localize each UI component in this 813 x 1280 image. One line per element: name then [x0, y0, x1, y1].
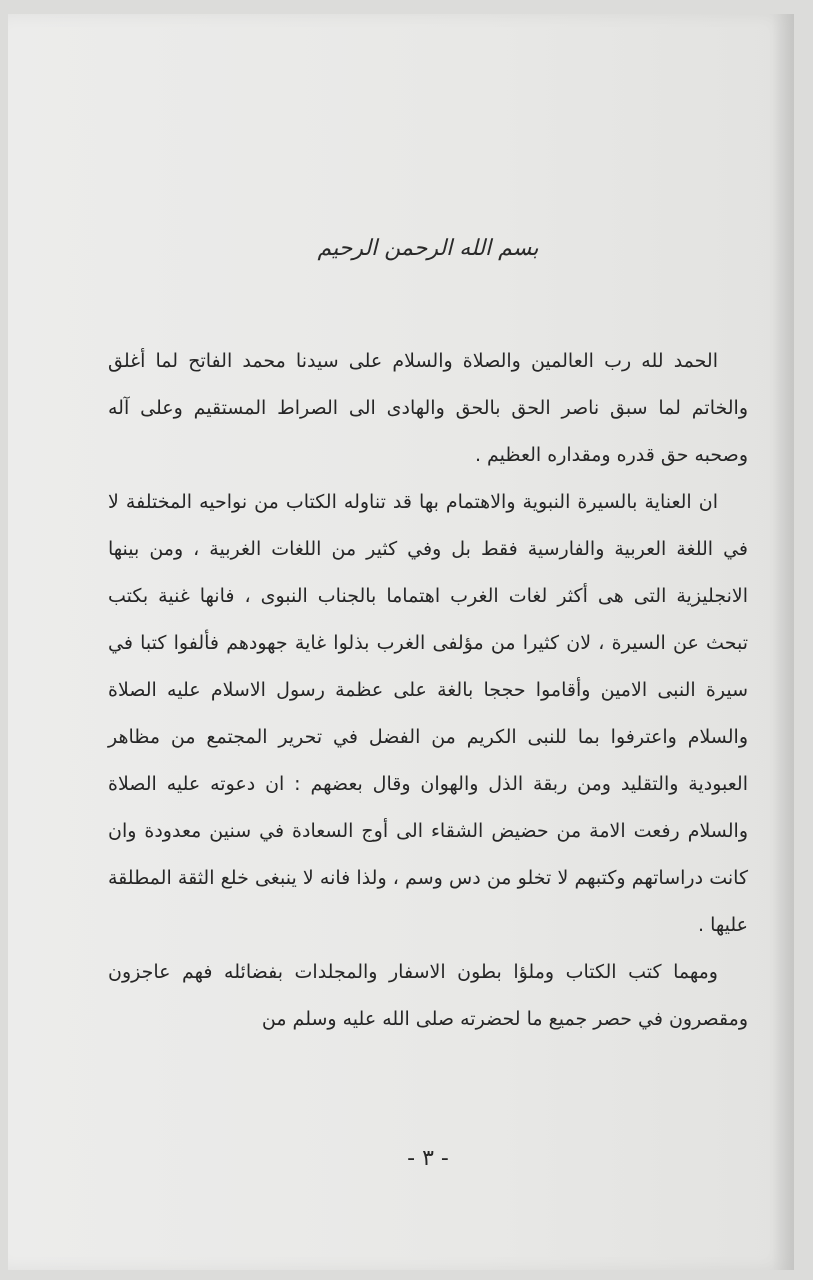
- page-shadow-edge: [772, 14, 794, 1270]
- paragraph-praise: الحمد لله رب العالمين والصلاة والسلام على سيدنا محمد الفاتح لما أغلق والخاتم لما سبق ناصر الحق بالحق والهادى الى الصراط المستقيم وعلى آله وصحبه حق قدره ومقداره العظيم .: [108, 350, 748, 466]
- page-number: - ٣ -: [407, 1146, 449, 1171]
- book-page: [8, 14, 794, 1270]
- paragraph-virtues: ومهما كتب الكتاب وملؤا بطون الاسفار والمجلدات بفضائله فهم عاجزون ومقصرون في حصر جميع ما لحضرته صلى الله عليه وسلم من: [108, 961, 748, 1030]
- paragraph-seerah-interest: ان العناية بالسيرة النبوية والاهتمام بها قد تناوله الكتاب من نواحيه المختلفة لا في اللغة العربية والفارسية فقط بل وفي كثير من اللغات الغربية ، ومن بينها الانجليزية التى هى أكثر لغات الغرب اهتماما بالجناب النبوى ، فانها غنية بكتب تبحث عن السيرة ، لان كثيرا من مؤلفى الغرب بذلوا غاية جهودهم فألفوا كتبا في سيرة النبى الامين وأقاموا حججا بالغة على عظمة رسول الاسلام عليه الصلاة والسلام واعترفوا بما للنبى الكريم من الفضل في تحرير المجتمع من مظاهر العبودية والتقليد ومن ربقة الذل والهوان وقال بعضهم : ان دعوته عليه الصلاة والسلام رفعت الامة من حضيض الشقاء الى أوج السعادة في سنين معدودة وان كانت دراساتهم وكتبهم لا تخلو من دس وسم ، ولذا فانه لا ينبغى خلع الثقة المطلقة عليها .: [108, 491, 748, 936]
- body-text: [108, 338, 748, 1043]
- basmala-heading: بسم الله الرحمن الرحيم: [317, 236, 539, 261]
